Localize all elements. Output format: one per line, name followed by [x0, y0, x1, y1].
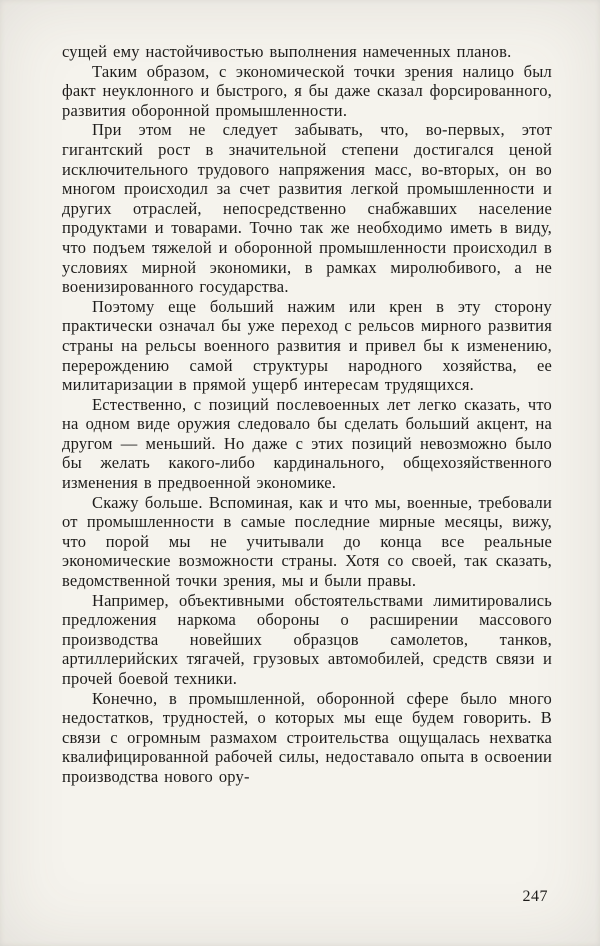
text-block [62, 42, 552, 787]
paragraph: Таким образом, с экономической точки зрения налицо был факт неуклонного и быстрого, я бы даже сказал форсированного, развития оборонной промышленности. [62, 61, 552, 120]
paragraph: Естественно, с позиций послевоенных лет легко сказать, что на одном виде оружия следовало бы сделать больший акцент, на другом — меньший. Но даже с этих позиций невозможно было бы желать какого-либо кардинального, общехозяйственного изменения в предвоенной экономике. [62, 394, 552, 493]
paragraph: сущей ему настойчивостью выполнения намеченных планов. [62, 42, 512, 61]
paragraph: Скажу больше. Вспоминая, как и что мы, военные, требовали от промышленности в самые последние мирные месяцы, вижу, что порой мы не учитывали до конца все реальные экономические возможности страны. Хотя со своей, так сказать, ведомственной точки зрения, мы и были правы. [62, 492, 552, 591]
page-number: 247 [522, 888, 548, 905]
page-content [62, 42, 552, 946]
paragraph: При этом не следует забывать, что, во-первых, этот гигантский рост в значительной степени достигался ценой исключительного трудового напряжения масс, во-вторых, он во многом происходил за счет развития легкой промышленности и других отраслей, непосредственно снабжавших население продуктами и товарами. Точно так же необходимо иметь в виду, что подъем тяжелой и оборонной промышленности происходил в условиях мирной экономики, в рамках миролюбивого, а не военизированного государства. [62, 120, 552, 297]
paragraph: Например, объективными обстоятельствами лимитировались предложения наркома обороны о расширении массового производства новейших образцов самолетов, танков, артиллерийских тягачей, грузовых автомобилей, средств связи и прочей боевой техники. [62, 590, 552, 688]
paragraph: Поэтому еще больший нажим или крен в эту сторону практически означал бы уже переход с рельсов мирного развития страны на рельсы военного развития и привел бы к изменению, перерождению самой структуры народного хозяйства, ее милитаризации в прямой ущерб интересам трудящихся. [62, 296, 552, 395]
paragraph: Конечно, в промышленной, оборонной сфере было много недостатков, трудностей, о которых мы еще будем говорить. В связи с огромным размахом строительства ощущалась нехватка квалифицированной рабочей силы, недоставало опыта в освоении производства нового ору- [62, 688, 552, 786]
